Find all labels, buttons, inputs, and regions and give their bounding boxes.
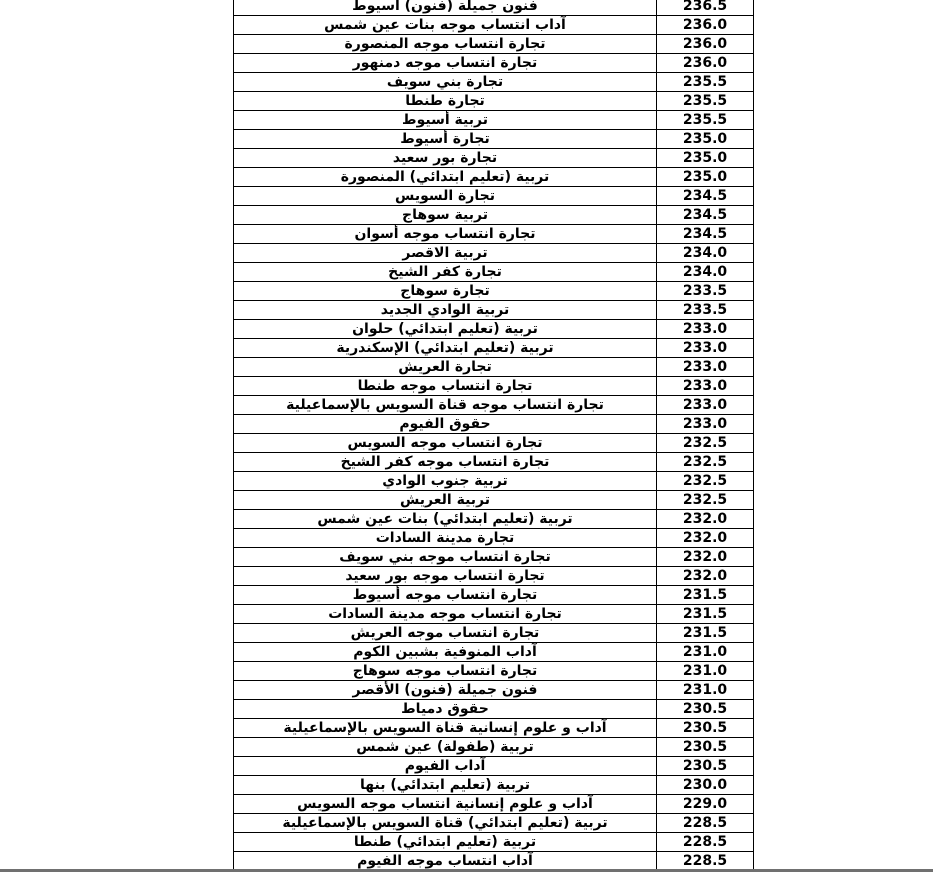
min-score-cell: 231.0 [657,662,754,681]
table-row [234,339,754,358]
table-row [234,605,754,624]
min-score-cell: 234.0 [657,244,754,263]
min-score-cell: 232.5 [657,472,754,491]
faculty-name-cell: آداب المنوفية بشبين الكوم [234,643,657,662]
table-row [234,852,754,871]
faculty-name-cell: تجارة انتساب موجه كفر الشيخ [234,453,657,472]
min-score-cell: 236.5 [657,0,754,16]
min-score-cell: 234.5 [657,187,754,206]
faculty-name-cell: تجارة انتساب موجه المنصورة [234,35,657,54]
table-row [234,111,754,130]
table-row [234,206,754,225]
min-score-cell: 236.0 [657,54,754,73]
min-score-cell: 235.5 [657,92,754,111]
faculty-name-cell: تجارة مدينة السادات [234,529,657,548]
faculty-name-cell: آداب و علوم إنسانية انتساب موجه السويس [234,795,657,814]
faculty-name-cell: تجارة انتساب موجه بور سعيد [234,567,657,586]
min-score-cell: 235.0 [657,149,754,168]
table-row [234,149,754,168]
faculty-name-cell: تجارة بني سويف [234,73,657,92]
min-score-cell: 232.5 [657,453,754,472]
faculty-name-cell: تربية (طفولة) عين شمس [234,738,657,757]
table-row [234,168,754,187]
table-row [234,187,754,206]
faculty-name-cell: تربية (تعليم ابتدائي) بنها [234,776,657,795]
faculty-name-cell: آداب و علوم إنسانية قناة السويس بالإسماعيلية [234,719,657,738]
faculty-name-cell: تربية (تعليم ابتدائي) طنطا [234,833,657,852]
min-score-cell: 235.0 [657,130,754,149]
table-row [234,757,754,776]
min-score-cell: 232.0 [657,529,754,548]
table-row [234,776,754,795]
faculty-name-cell: تجارة انتساب موجه سوهاج [234,662,657,681]
min-score-cell: 233.0 [657,377,754,396]
table-row [234,719,754,738]
min-score-cell: 230.5 [657,719,754,738]
table-row [234,567,754,586]
table-row [234,35,754,54]
table-row [234,263,754,282]
table-row [234,453,754,472]
min-score-cell: 230.5 [657,738,754,757]
min-score-cell: 230.0 [657,776,754,795]
table-row [234,16,754,35]
min-score-cell: 233.0 [657,396,754,415]
faculty-name-cell: حقوق دمياط [234,700,657,719]
scores-table-body [234,0,754,871]
table-row [234,73,754,92]
min-score-cell: 235.5 [657,111,754,130]
table-row [234,814,754,833]
min-score-cell: 229.0 [657,795,754,814]
min-score-cell: 232.5 [657,491,754,510]
faculty-name-cell: تجارة العريش [234,358,657,377]
faculty-name-cell: تجارة طنطا [234,92,657,111]
table-row [234,681,754,700]
table-row [234,377,754,396]
faculty-name-cell: آداب الفيوم [234,757,657,776]
faculty-name-cell: تربية سوهاج [234,206,657,225]
min-score-cell: 232.0 [657,548,754,567]
table-row [234,301,754,320]
min-score-cell: 231.5 [657,624,754,643]
min-score-cell: 231.0 [657,681,754,700]
table-row [234,548,754,567]
faculty-name-cell: تجارة انتساب موجه طنطا [234,377,657,396]
table-row [234,472,754,491]
min-score-cell: 233.0 [657,320,754,339]
table-row [234,434,754,453]
min-score-cell: 231.0 [657,643,754,662]
table-row [234,586,754,605]
table-row [234,92,754,111]
faculty-name-cell: تربية (تعليم ابتدائي) قناة السويس بالإسماعيلية [234,814,657,833]
min-score-cell: 234.5 [657,225,754,244]
faculty-name-cell: تجارة انتساب موجه أسيوط [234,586,657,605]
faculty-name-cell: تجارة انتساب موجه بني سويف [234,548,657,567]
table-row [234,700,754,719]
min-score-cell: 232.0 [657,567,754,586]
faculty-name-cell: تجارة انتساب موجه العريش [234,624,657,643]
faculty-name-cell: فنون جميلة (فنون) الأقصر [234,681,657,700]
table-row [234,529,754,548]
faculty-name-cell: تربية (تعليم ابتدائي) الإسكندرية [234,339,657,358]
min-score-cell: 233.0 [657,339,754,358]
table-row [234,643,754,662]
scores-table [233,0,754,871]
table-row [234,833,754,852]
faculty-name-cell: تربية العريش [234,491,657,510]
faculty-name-cell: تربية أسيوط [234,111,657,130]
table-row [234,282,754,301]
min-score-cell: 230.5 [657,757,754,776]
faculty-name-cell: تربية جنوب الوادي [234,472,657,491]
table-row [234,0,754,16]
min-score-cell: 232.5 [657,434,754,453]
min-score-cell: 233.5 [657,282,754,301]
min-score-cell: 231.5 [657,586,754,605]
scores-table-container [233,0,753,871]
faculty-name-cell: تربية الوادي الجديد [234,301,657,320]
table-row [234,225,754,244]
min-score-cell: 232.0 [657,510,754,529]
faculty-name-cell: تجارة السويس [234,187,657,206]
min-score-cell: 230.5 [657,700,754,719]
faculty-name-cell: تجارة انتساب موجه السويس [234,434,657,453]
faculty-name-cell: تجارة أسيوط [234,130,657,149]
faculty-name-cell: تجارة انتساب موجه أسوان [234,225,657,244]
faculty-name-cell: تربية (تعليم ابتدائي) بنات عين شمس [234,510,657,529]
faculty-name-cell: تربية الاقصر [234,244,657,263]
faculty-name-cell: آداب انتساب موجه بنات عين شمس [234,16,657,35]
min-score-cell: 231.5 [657,605,754,624]
table-row [234,795,754,814]
table-row [234,320,754,339]
faculty-name-cell: تربية (تعليم ابتدائي) المنصورة [234,168,657,187]
table-row [234,624,754,643]
table-row [234,510,754,529]
min-score-cell: 228.5 [657,852,754,871]
min-score-cell: 233.0 [657,415,754,434]
faculty-name-cell: حقوق الفيوم [234,415,657,434]
min-score-cell: 228.5 [657,814,754,833]
min-score-cell: 233.5 [657,301,754,320]
faculty-name-cell: آداب انتساب موجه الفيوم [234,852,657,871]
faculty-name-cell: تجارة انتساب موجه مدينة السادات [234,605,657,624]
min-score-cell: 235.5 [657,73,754,92]
min-score-cell: 233.0 [657,358,754,377]
faculty-name-cell: تجارة بور سعيد [234,149,657,168]
table-row [234,54,754,73]
faculty-name-cell: تجارة سوهاج [234,282,657,301]
table-row [234,415,754,434]
min-score-cell: 228.5 [657,833,754,852]
min-score-cell: 234.5 [657,206,754,225]
min-score-cell: 235.0 [657,168,754,187]
table-row [234,738,754,757]
table-row [234,358,754,377]
min-score-cell: 234.0 [657,263,754,282]
table-row [234,396,754,415]
table-row [234,662,754,681]
faculty-name-cell: تربية (تعليم ابتدائي) حلوان [234,320,657,339]
table-row [234,244,754,263]
faculty-name-cell: فنون جميلة (فنون) اسيوط [234,0,657,16]
table-row [234,491,754,510]
faculty-name-cell: تجارة كفر الشيخ [234,263,657,282]
table-row [234,130,754,149]
min-score-cell: 236.0 [657,35,754,54]
min-score-cell: 236.0 [657,16,754,35]
faculty-name-cell: تجارة انتساب موجه دمنهور [234,54,657,73]
faculty-name-cell: تجارة انتساب موجه قناة السويس بالإسماعيلية [234,396,657,415]
